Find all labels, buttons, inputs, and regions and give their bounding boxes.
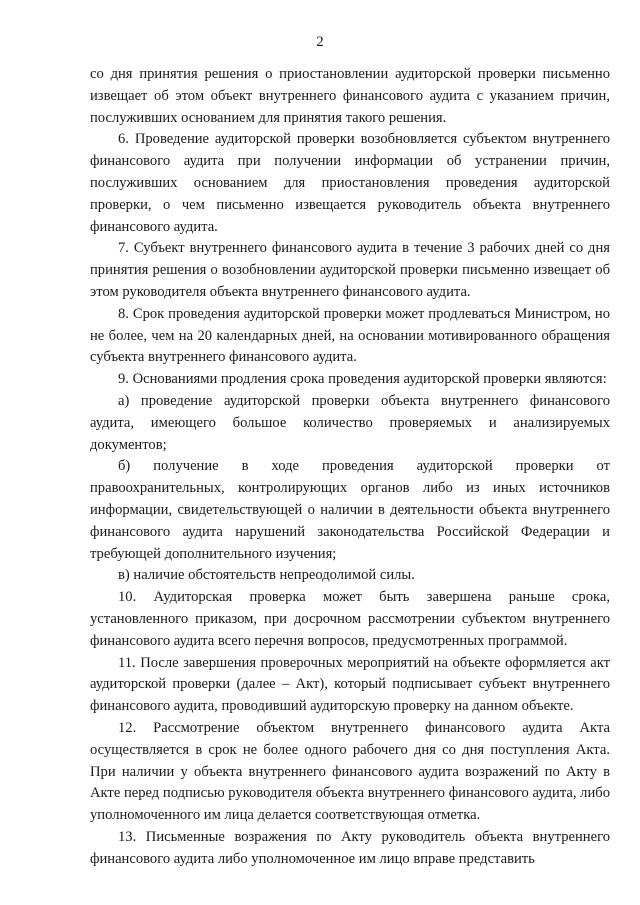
paragraph-13: 13. Письменные возражения по Акту руководитель объекта внутреннего финансового аудита либо уполномоченное им лицо вправе представить — [90, 828, 610, 867]
paragraph-7: 7. Субъект внутреннего финансового аудита в течение 3 рабочих дней со дня принятия решения о возобновлении аудиторской проверки письменно извещает об этом руководителя объекта внутреннего финансового аудита. — [90, 240, 610, 300]
paragraph-9-b: б) получение в ходе проведения аудиторской проверки от правоохранительных, контролирующих органов либо из иных источников информации, свидетельствующей о наличии в деятельности объекта внутреннего финансового аудита нарушений законодательства Российской Федерации и требующей дополнительного изучения; — [90, 458, 610, 562]
paragraph-6: 6. Проведение аудиторской проверки возобновляется субъектом внутреннего финансового аудита при получении информации об устранении причин, послуживших основанием для приостановления проведения аудиторской проверки, о чем письменно извещается руководитель объекта внутреннего финансового аудита. — [90, 131, 610, 235]
paragraph-10: 10. Аудиторская проверка может быть завершена раньше срока, установленного приказом, при досрочном рассмотрении субъектом внутреннего финансового аудита всего перечня вопросов, предусмотренных программой. — [90, 589, 610, 649]
page-number: 2 — [316, 34, 324, 50]
paragraph-8: 8. Срок проведения аудиторской проверки может продлеваться Министром, но не более, чем на 20 календарных дней, на основании мотивированного обращения субъекта внутреннего финансового аудита. — [90, 305, 610, 366]
paragraph-11: 11. После завершения проверочных мероприятий на объекте оформляется акт аудиторской проверки (далее – Акт), который подписывает субъект внутреннего финансового аудита, проводивший аудиторскую проверку на данном объекте. — [90, 654, 610, 715]
document-body — [90, 64, 610, 870]
paragraph-9-c: в) наличие обстоятельств непреодолимой силы. — [118, 567, 415, 584]
paragraph-continuation: со дня принятия решения о приостановлении аудиторской проверки письменно извещает об этом объект внутреннего финансового аудита с указанием причин, послуживших основанием для принятия такого решения. — [90, 66, 610, 126]
paragraph-9: 9. Основаниями продления срока проведения аудиторской проверки являются: — [118, 371, 607, 388]
paragraph-12: 12. Рассмотрение объектом внутреннего финансового аудита Акта осуществляется в срок не более одного рабочего дня со дня поступления Акта. При наличии у объекта внутреннего финансового аудита возражений по Акту в Акте перед подписью руководителя объекта внутреннего финансового аудита, либо уполномоченного им лица делается соответствующая отметка. — [90, 719, 610, 824]
paragraph-9-a: а) проведение аудиторской проверки объекта внутреннего финансового аудита, имеющего большое количество проверяемых и анализируемых документов; — [90, 392, 610, 453]
